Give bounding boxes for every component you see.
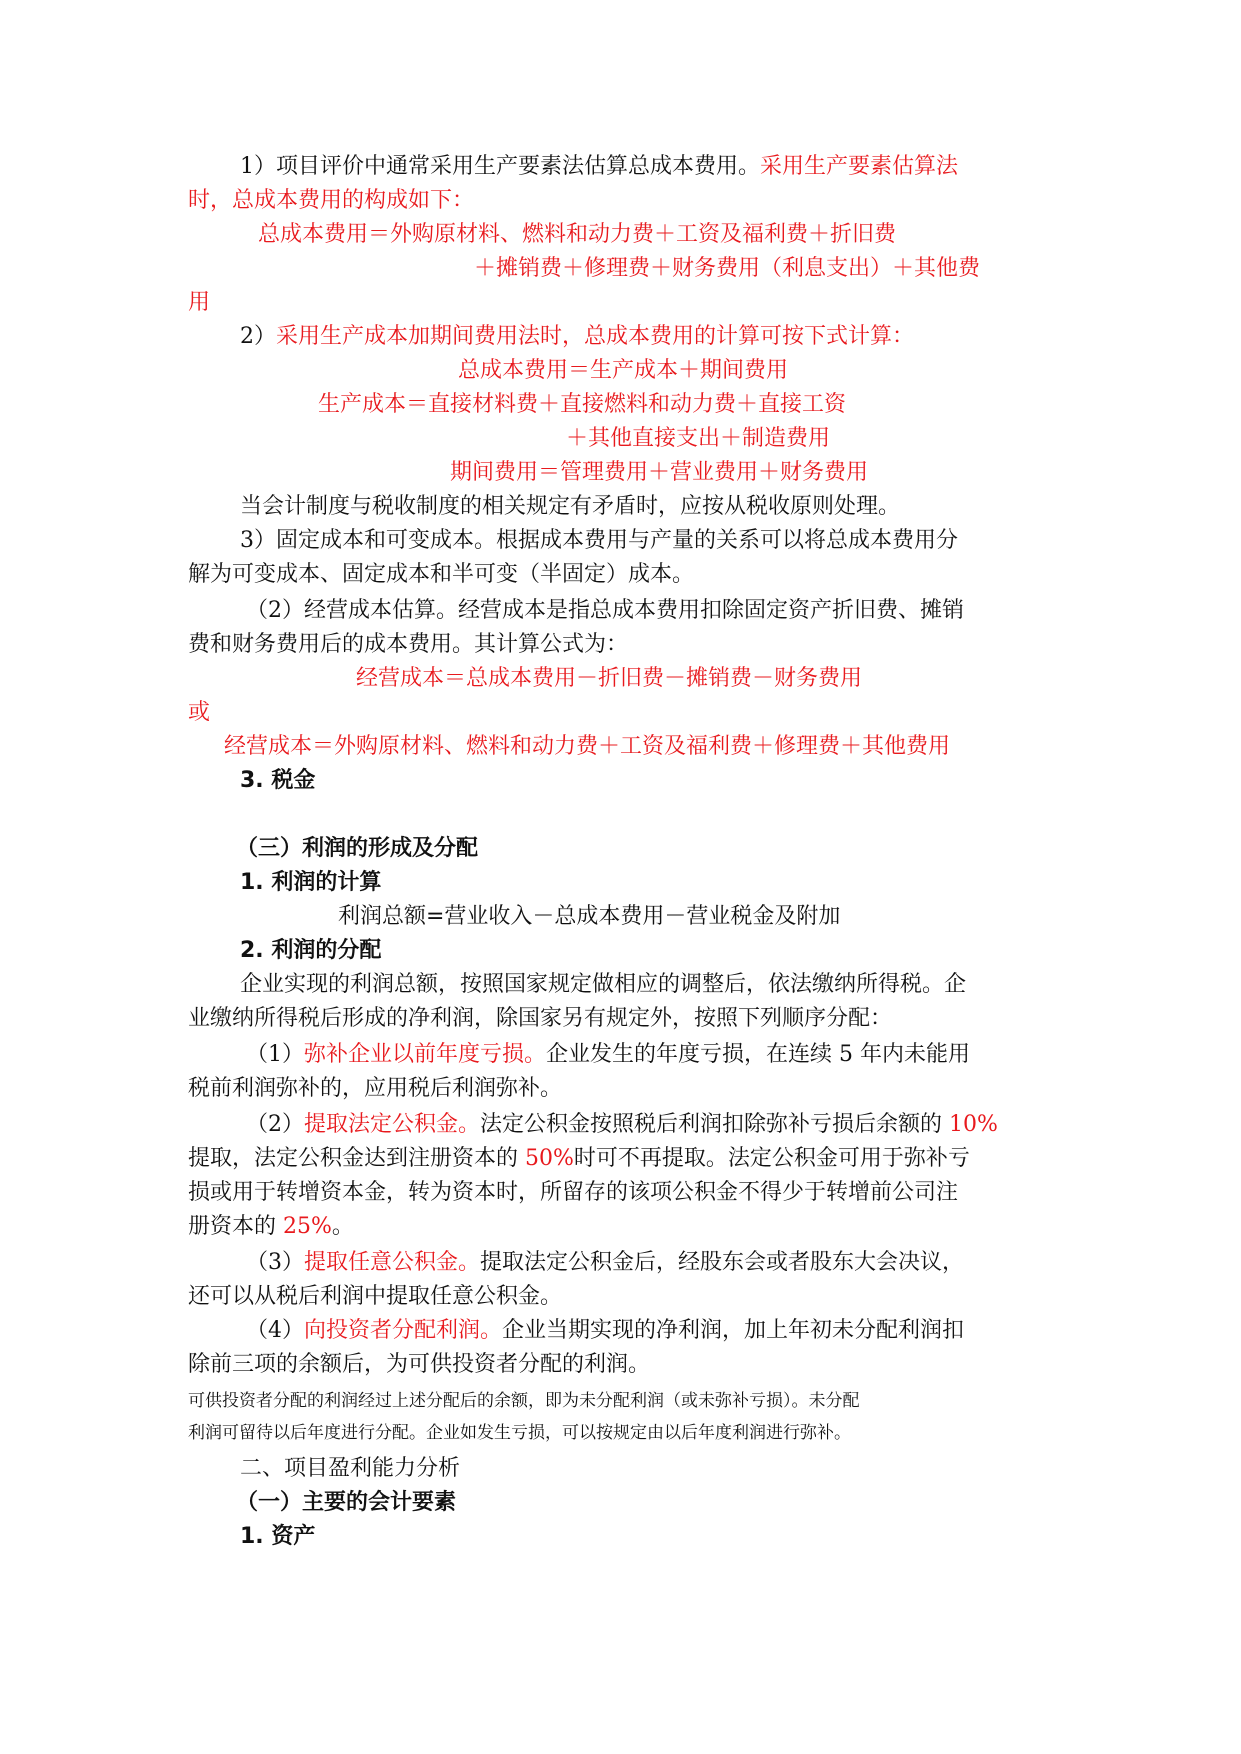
text-segment: 利润可留待以后年度进行分配。企业如发生亏损，可以按规定由以后年度利润进行弥补。 [188,1423,851,1443]
paragraph-line [246,596,1241,626]
formula-line [474,254,1241,284]
text-segment: （4） [246,1318,304,1343]
paragraph-line [188,1386,1241,1416]
text-segment: （2） [246,1112,304,1137]
text-segment: 除前三项的余额后，为可供投资者分配的利润。 [188,1352,651,1377]
formula-line [458,356,1241,386]
text-segment: 损或用于转增资本金，转为资本时，所留存的该项公积金不得少于转增前公司注 [188,1180,959,1205]
text-segment: 企业当期实现的净利润，加上年初未分配利润扣 [502,1318,965,1343]
section-heading [240,766,1241,796]
highlight-text: 50% [525,1146,574,1171]
paragraph-line [246,1248,1241,1278]
section-heading [236,834,1241,864]
highlight-text: 25% [283,1214,332,1239]
paragraph-line [240,152,1241,182]
highlight-text: 采用生产成本加期间费用法时，总成本费用的计算可按下式计算： [276,324,915,349]
formula-line [224,732,1241,762]
paragraph-line [246,1110,1241,1140]
text-segment: 时，总成本费用的构成如下： [188,188,475,213]
text-segment: 经营成本＝总成本费用－折旧费－摊销费－财务费用 [356,666,863,691]
section-heading [240,868,1241,898]
text-segment: 还可以从税后利润中提取任意公积金。 [188,1284,563,1309]
highlight-text: 提取任意公积金。 [304,1250,481,1275]
text-segment: （2）经营成本估算。经营成本是指总成本费用扣除固定资产折旧费、摊销 [246,598,964,623]
formula-line [318,390,1241,420]
paragraph-line [188,186,1241,216]
paragraph-line [240,526,1241,556]
text-segment: 利润总额=营业收入－总成本费用－营业税金及附加 [338,904,841,929]
text-segment: （1） [246,1042,304,1067]
paragraph-line [188,1074,1241,1104]
text-segment: 1. 利润的计算 [240,870,382,895]
text-segment: 2. 利润的分配 [240,938,382,963]
paragraph-line [240,970,1241,1000]
text-segment: ＋摊销费＋修理费＋财务费用（利息支出）＋其他费 [474,256,981,281]
paragraph-line [188,1004,1241,1034]
text-segment: ＋其他直接支出＋制造费用 [566,426,831,451]
paragraph-line [188,1418,1241,1448]
text-segment: 费和财务费用后的成本费用。其计算公式为： [188,632,629,657]
text-segment: 时可不再提取。法定公积金可用于弥补亏 [573,1146,970,1171]
paragraph-line [188,1144,1241,1174]
text-segment: 总成本费用＝外购原材料、燃料和动力费＋工资及福利费＋折旧费 [258,222,897,247]
formula-line [338,902,1241,932]
highlight-text: 提取法定公积金。 [304,1112,481,1137]
section-heading [240,1522,1241,1552]
text-segment: 业缴纳所得税后形成的净利润，除国家另有规定外，按照下列顺序分配： [188,1006,893,1031]
text-segment: 可供投资者分配的利润经过上述分配后的余额，即为未分配利润（或未弥补亏损）。未分配 [188,1391,860,1411]
text-segment: 企业发生的年度亏损，在连续 5 年内未能用 [546,1042,971,1067]
highlight-text: 弥补企业以前年度亏损。 [304,1042,547,1067]
text-segment: 当会计制度与税收制度的相关规定有矛盾时，应按从税收原则处理。 [240,494,901,519]
formula-line [188,698,1241,728]
highlight-text: 采用生产要素估算法 [760,154,959,179]
text-segment: 生产成本＝直接材料费＋直接燃料和动力费＋直接工资 [318,392,847,417]
text-segment: 。 [331,1214,354,1239]
section-heading [240,1454,1241,1484]
text-segment: 2） [240,324,276,349]
formula-line [356,664,1241,694]
text-segment: 企业实现的利润总额，按照国家规定做相应的调整后，依法缴纳所得税。企 [240,972,967,997]
paragraph-line [188,1212,1241,1242]
paragraph-line [240,322,1241,352]
paragraph-line [188,560,1241,590]
text-segment: 税前利润弥补的，应用税后利润弥补。 [188,1076,563,1101]
text-segment: 期间费用＝管理费用＋营业费用＋财务费用 [450,460,869,485]
text-segment: 二、项目盈利能力分析 [240,1456,461,1481]
formula-line [188,288,1241,318]
text-segment: 1）项目评价中通常采用生产要素法估算总成本费用。 [240,154,760,179]
formula-line [258,220,1241,250]
text-segment: 册资本的 [188,1214,283,1239]
highlight-text: 向投资者分配利润。 [304,1318,503,1343]
paragraph-line [246,1316,1241,1346]
paragraph-line [188,630,1241,660]
paragraph-line [188,1178,1241,1208]
text-segment: （一）主要的会计要素 [236,1490,457,1515]
text-segment: 经营成本＝外购原材料、燃料和动力费＋工资及福利费＋修理费＋其他费用 [224,734,951,759]
formula-line [450,458,1241,488]
section-heading [236,1488,1241,1518]
paragraph-line [246,1040,1241,1070]
text-segment: 总成本费用＝生产成本＋期间费用 [458,358,789,383]
section-heading [240,936,1241,966]
text-segment: 解为可变成本、固定成本和半可变（半固定）成本。 [188,562,695,587]
text-segment: （三）利润的形成及分配 [236,836,479,861]
text-segment: 法定公积金按照税后利润扣除弥补亏损后余额的 [480,1112,950,1137]
text-segment: （3） [246,1250,304,1275]
paragraph-line [188,1282,1241,1312]
text-segment: 提取，法定公积金达到注册资本的 [188,1146,525,1171]
highlight-text: 10% [949,1112,998,1137]
text-segment: 1. 资产 [240,1524,316,1549]
paragraph-line [188,1350,1241,1380]
paragraph-line [240,492,1241,522]
text-segment: 用 [188,290,211,315]
text-segment: 提取法定公积金后，经股东会或者股东大会决议， [480,1250,965,1275]
text-segment: 3. 税金 [240,768,316,793]
text-segment: 或 [188,700,211,725]
formula-line [566,424,1241,454]
text-segment: 3）固定成本和可变成本。根据成本费用与产量的关系可以将总成本费用分 [240,528,958,553]
